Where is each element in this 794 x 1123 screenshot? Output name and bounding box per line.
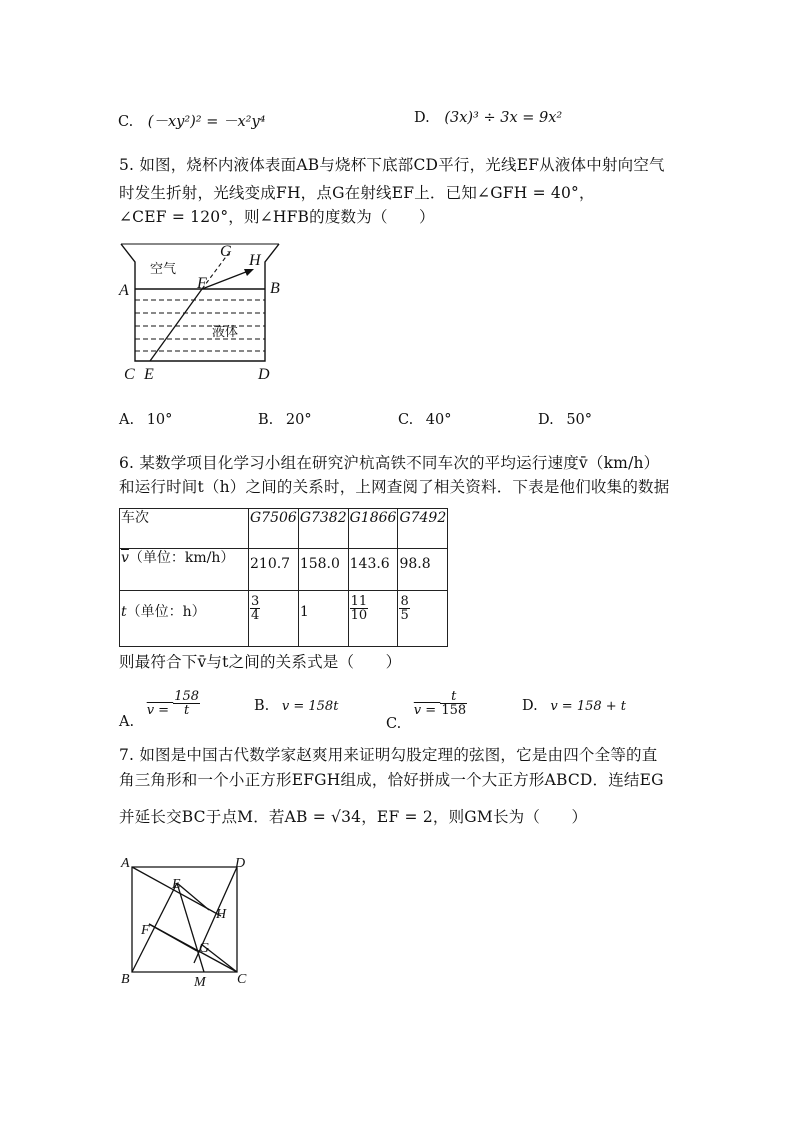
- option-text: 50°: [566, 412, 593, 428]
- fraction: [399, 595, 409, 622]
- table-cell: 158.0: [298, 549, 348, 591]
- option-label: D.: [414, 110, 430, 126]
- q7-line-1: 7. 如图是中国古代数学家赵爽用来证明勾股定理的弦图，它是由四个全等的直: [119, 746, 658, 764]
- table-row-t: [120, 591, 448, 647]
- table-header-cell: G1866: [348, 509, 398, 549]
- table-cell: [348, 591, 398, 647]
- option-lhs: v =: [146, 703, 174, 718]
- q5-option-c: [398, 412, 452, 428]
- q4-option-c: [118, 110, 265, 131]
- table-row-v: [120, 549, 448, 591]
- fraction-numerator: 3: [251, 594, 260, 609]
- fraction-denominator: 5: [400, 608, 409, 623]
- fraction: [440, 690, 467, 717]
- option-text: v = 158 + t: [550, 699, 627, 714]
- ray-fh: [202, 270, 251, 289]
- table-cell: [398, 591, 448, 647]
- q5-line-3: ∠CEF = 120°，则∠HFB的度数为（ ）: [119, 208, 435, 226]
- fraction-numerator: 158: [174, 689, 200, 704]
- q5-option-d: [538, 412, 592, 428]
- fraction-numerator: 11: [350, 594, 368, 609]
- arrow-head-icon: [244, 269, 254, 276]
- q5-line-1: 5. 如图，烧杯内液体表面AB与烧杯下底部CD平行，光线EF从液体中射向空气: [119, 156, 665, 174]
- q6-option-a: [119, 689, 200, 730]
- edge-eh: [177, 883, 209, 910]
- q5-beaker-figure: [112, 238, 292, 383]
- point-e: E: [144, 366, 154, 383]
- q7-zhao-shuang-figure: [115, 850, 255, 990]
- fraction-denominator: t: [184, 703, 190, 718]
- table-header-cell: G7492: [398, 509, 448, 549]
- label-liquid: 液体: [212, 325, 239, 340]
- q6-data-table: [119, 508, 448, 647]
- q5-line-2: 时发生折射，光线变成FH，点G在射线EF上．已知∠GFH = 40°，: [119, 184, 595, 202]
- fraction-denominator: 4: [251, 608, 260, 623]
- point-c: C: [124, 366, 135, 383]
- q5-option-a: [119, 412, 172, 428]
- option-text: 20°: [285, 412, 312, 428]
- q6-option-d: [522, 698, 626, 714]
- table-header-row: [120, 509, 448, 549]
- option-lhs: v =: [413, 703, 441, 718]
- point-d: D: [258, 366, 270, 383]
- point-g: G: [220, 243, 232, 260]
- option-expression: (－xy²)² = －x²y⁴: [147, 114, 266, 130]
- point-e: E: [172, 877, 181, 892]
- q7-line-3: 并延长交BC于点M．若AB = √34，EF = 2，则GM长为（ ）: [119, 808, 588, 826]
- v-bar-symbol: $\overline{v}$: [121, 550, 129, 566]
- option-text: 10°: [146, 412, 173, 428]
- table-cell: 98.8: [398, 549, 448, 591]
- table-cell: [249, 591, 299, 647]
- point-f: F: [141, 923, 150, 938]
- point-a: A: [121, 856, 130, 871]
- point-b: B: [270, 280, 280, 297]
- edge-fg: [149, 924, 197, 951]
- option-label: B.: [254, 698, 270, 714]
- option-label: C.: [118, 114, 134, 130]
- table-row-label: [120, 549, 249, 591]
- line-eg-m: [177, 883, 204, 972]
- q4-option-d: [414, 110, 562, 126]
- q5-option-b: [258, 412, 312, 428]
- option-label: C.: [386, 716, 402, 732]
- table-cell: 143.6: [348, 549, 398, 591]
- fraction-numerator: t: [440, 690, 467, 704]
- table-row-label: [120, 591, 249, 647]
- fraction: [173, 690, 200, 717]
- table-cell: 210.7: [249, 549, 299, 591]
- table-header-cell: G7382: [298, 509, 348, 549]
- point-m: M: [194, 975, 206, 990]
- liquid-dashes: [135, 300, 265, 351]
- table-header-cell: 车次: [120, 509, 249, 549]
- table-cell: 1: [298, 591, 348, 647]
- fraction-denominator: 10: [350, 608, 368, 623]
- option-label: B.: [258, 412, 274, 428]
- q6-option-b: [254, 698, 338, 714]
- point-c: C: [237, 972, 247, 987]
- table-header-cell: G7506: [249, 509, 299, 549]
- option-text: 40°: [425, 412, 452, 428]
- option-label: D.: [522, 698, 538, 714]
- option-label: A.: [119, 714, 135, 730]
- option-label: D.: [538, 412, 554, 428]
- q7-line-2: 角三角形和一个小正方形EFGH组成，恰好拼成一个大正方形ABCD．连结EG: [119, 771, 664, 789]
- q6-question: 则最符合下v̄与t之间的关系式是（ ）: [119, 653, 402, 671]
- point-d: D: [235, 856, 246, 871]
- point-h: H: [249, 252, 261, 269]
- point-h: H: [216, 907, 227, 922]
- option-label: A.: [119, 412, 135, 428]
- t-symbol: t: [121, 604, 127, 620]
- unit-label: （单位：km/h）: [128, 550, 235, 566]
- q6-option-c: [386, 689, 467, 732]
- point-b: B: [121, 972, 130, 987]
- fraction: [350, 595, 369, 622]
- point-g: G: [199, 941, 210, 956]
- q6-line-2: 和运行时间t（h）之间的关系时，上网查阅了相关资料．下表是他们收集的数据: [119, 478, 670, 496]
- option-expression: (3x)³ ÷ 3x = 9x²: [444, 110, 563, 126]
- unit-label: （单位：h）: [126, 604, 206, 620]
- option-label: C.: [398, 412, 414, 428]
- fraction-numerator: 8: [400, 594, 409, 609]
- point-f: F: [197, 275, 207, 292]
- point-a: A: [119, 282, 129, 299]
- fraction-denominator: 158: [441, 703, 467, 718]
- option-text: v = 158t: [281, 699, 339, 714]
- q6-line-1: 6. 某数学项目化学习小组在研究沪杭高铁不同车次的平均运行速度v̄（km/h）: [119, 454, 660, 472]
- fraction: [250, 595, 260, 622]
- label-air: 空气: [150, 262, 177, 277]
